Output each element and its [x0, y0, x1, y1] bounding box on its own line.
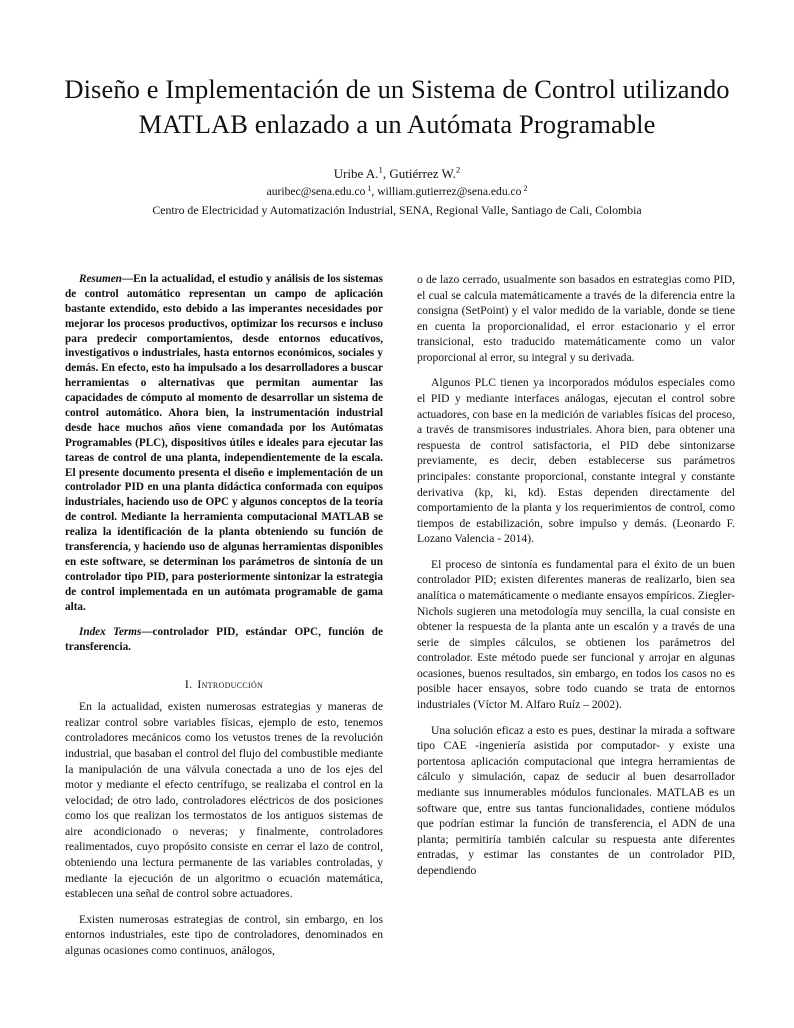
index-terms-label: Index Terms [79, 626, 142, 639]
affiliation: Centro de Electricidad y Automatización Industrial, SENA, Regional Valle, Santiago de Cali, Colombia [152, 202, 642, 217]
paragraph: Algunos PLC tienen ya incorporados módulos especiales como el PID y mediante interfaces análogas, ejecutan el control sobre actuadores, con base en la medición de variables físicas del proceso, a través de transmisores industriales. Ahora bien, para obtener una respuesta de control satisfactoria, el PID debe sintonizarse previamente, es decir, deben establecerse sus parámetros principales: constante proporcional, constante integral y constante derivativa (kp, ki, kd). Estas dependen directamente del comportamiento de la planta y los requerimientos de control, como tiempos de estabilización, sobre impulso y demás. (Leonardo F. Lozano Valencia - 2014). [417, 376, 735, 546]
email-separator: , [371, 185, 378, 199]
paragraph: Una solución eficaz a esto es pues, destinar la mirada a software tipo CAE -ingeniería asistida por computador- y existe una portentosa aplicación computacional que integra herramientas de cálculo y simulación, capaz de seducir al buen desarrollador mediante sus innumerables módulos funcionales. MATLAB es un software que, entre sus tantas funcionalidades, contiene módulos que podrían estimar la función de transferencia, el ADN de una planta; permitiría también calcular su respuesta ante diferentes entradas, y estimar las constantes de un controlador PID, dependiendo [417, 723, 735, 877]
paragraph: Existen numerosas estrategias de control, sin embargo, en los entornos industriales, este tipo de controladores, denominados en algunas ocasiones como continuos, análogos, [65, 912, 383, 957]
page-title: Diseño e Implementación de un Sistema de Control utilizando MATLAB enlazado a un Autómata Programable [64, 74, 730, 139]
author-emails [62, 183, 732, 200]
abstract-body: En la actualidad, el estudio y análisis de los sistemas de control automático representan un campo de aplicación bastante extendido, esto debido a las imperantes necesidades por mejorar los procesos productivos, optimizar los recursos e incluso para predecir comportamientos, desde entornos educativos, investigativos o industriales, hasta entornos económicos, sociales y demás. En efecto, esto ha impulsado a los desarrolladores a buscar herramientas o alternativas que permitan aumentar las capacidades de cómputo al momento de desarrollar un sistema de control automático. Ahora bien, la instrumentación industrial desde hace muchos años viene comandada por los Autómatas Programables (PLC), dispositivos útiles e ideales para ejecutar las tareas de control de una planta, independientemente de la escala. El presente documento presenta el diseño e implementación de un controlador PID en una planta didáctica conformada con equipos industriales, haciendo uso de OPC y algunos conceptos de la teoría de control. Mediante la herramienta computacional MATLAB se realiza la identificación de la planta obteniendo su función de transferencia, y haciendo uso de algunas herramientas disponibles en este software, se determinan los parámetros de sintonía de un controlador tipo PID, para posteriormente sintonizar la estrategia de control implementada en un autómata programable de gama alta. [65, 273, 383, 613]
abstract-paragraph [65, 272, 383, 614]
author-2-affil-marker: 2 [455, 164, 461, 175]
abstract-dash: — [121, 273, 134, 285]
right-column [417, 272, 735, 959]
abstract-label: Resumen [79, 273, 122, 285]
section-heading-introduccion [65, 677, 383, 692]
two-column-body [65, 272, 735, 959]
author-2-name: , Gutiérrez W. [382, 165, 456, 181]
paragraph: El proceso de sintonía es fundamental para el éxito de un buen controlador PID; existen diferentes maneras de realizarlo, bien sea analítica o matemáticamente o mediante ensayos empíricos. Ziegler-Nichols sugieren una metodología muy sencilla, la cual consiste en obtener la respuesta de la planta ante un escalón y a través de una serie de simples cálculos, se obtienen los parámetros del controlador. Este método puede ser funcional y arrojar en algunas ocasiones, buenos resultados, sin embargo, en todos los casos no es posible hacer ensayos, sobre todo cuando se trata de entornos industriales (Víctor M. Alfaro Ruíz – 2002). [417, 557, 735, 712]
author-1-affil-marker: 1 [378, 164, 383, 175]
paragraph: En la actualidad, existen numerosas estrategias y maneras de realizar control sobre variables físicas, ejemplo de esto, tenemos controladores mecánicos como los vetustos trenes de la revolución industrial, que basaban el control del flujo del combustible mediante la manipulación de una válvula conectada a uno de los ejes del motor y mediante el efecto centrífugo, se realizaba el control en la velocidad; de otro lado, controladores eléctricos de dos posiciones como los que realizan los termostatos de los antiguos sistemas de aire acondicionado o neveras; y finalmente, controladores realimentados, cuyo propósito consiste en cerrar el lazo de control, obteniendo una lectura permanente de las variables controladas, y mediante la ejecución de un algoritmo o ecuación matemática, establecen una señal de control sobre actuadores. [65, 700, 383, 901]
left-column [65, 272, 383, 959]
email-2-marker: 2 [523, 183, 528, 193]
author-1-name: Uribe A. [333, 165, 379, 181]
index-terms-body: controlador PID, estándar OPC, función de transferencia. [65, 626, 383, 654]
email-2[interactable]: william.gutierrez@sena.edu.co [377, 185, 522, 199]
author-names [62, 164, 732, 184]
section-number: I. [184, 677, 193, 692]
paragraph: o de lazo cerrado, usualmente son basados en estrategias como PID, el cual se calcula matemáticamente a través de la diferencia entre la consigna (SetPoint) y el valor medido de la variable, donde se tiene en cuenta la proporcionalidad, el error estacionario y el error transicional, esto traducido matemáticamente como un valor proporcional al error, su integral y su derivada. [417, 273, 735, 364]
email-1[interactable]: auribec@sena.edu.co [266, 185, 366, 199]
index-terms-paragraph [65, 625, 383, 655]
title-block [0, 0, 794, 220]
email-1-marker: 1 [367, 183, 372, 193]
section-title: Introducción [197, 677, 264, 692]
index-terms-dash: — [141, 626, 153, 639]
author-block [62, 164, 732, 220]
